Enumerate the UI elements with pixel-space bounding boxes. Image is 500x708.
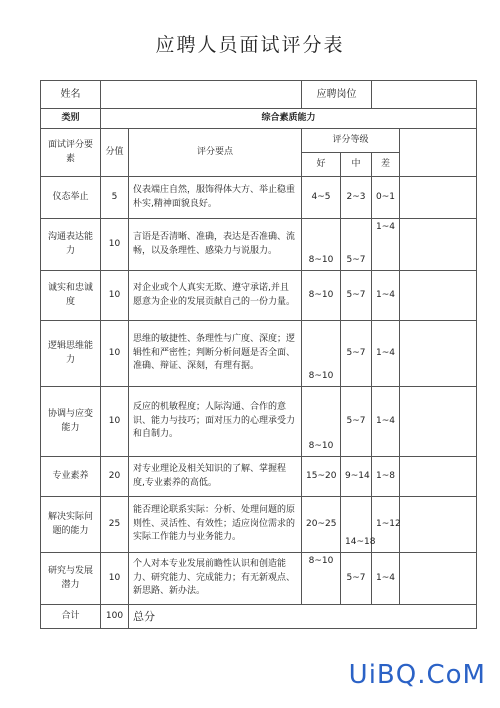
row-mid: 2~3 <box>341 177 372 219</box>
total-score-label: 总分 <box>129 605 477 629</box>
row-mid: 5~7 <box>341 387 372 457</box>
row-good: 8~10 <box>302 271 341 321</box>
row-good: 8~10 <box>302 219 341 271</box>
row-score-field[interactable] <box>400 497 477 553</box>
row-mid: 5~7 <box>341 219 372 271</box>
row-criteria: 能否理论联系实际：分析、处理问题的原则性、灵活性、有效性；适应岗位需求的实际工作能力与业务能力。 <box>129 497 302 553</box>
row-mid: 5~7 <box>341 321 372 387</box>
page-title: 应聘人员面试评分表 <box>155 34 345 56</box>
row-points: 10 <box>101 387 129 457</box>
row-poor: 1~4 <box>372 553 400 605</box>
row-mid: 14~18 <box>341 497 372 553</box>
row-score-field[interactable] <box>400 219 477 271</box>
position-label: 应聘岗位 <box>302 81 372 109</box>
name-row <box>41 81 477 109</box>
header-row-1 <box>41 129 477 153</box>
row-points: 10 <box>101 219 129 271</box>
row-criteria: 思维的敏捷性、条理性与广度、深度；逻辑性和严密性；判断分析问题是否全面、准确、辩证、深刻，有理有据。 <box>129 321 302 387</box>
row-mid: 5~7 <box>341 271 372 321</box>
row-score-field[interactable] <box>400 177 477 219</box>
category-value: 综合素质能力 <box>101 109 477 129</box>
row-points: 10 <box>101 553 129 605</box>
row-good: 8~10 <box>302 321 341 387</box>
score-header-cell <box>400 129 477 177</box>
total-points: 100 <box>101 605 129 629</box>
category-label: 类别 <box>41 109 101 129</box>
row-factor: 专业素养 <box>41 457 101 497</box>
row-criteria: 仪表端庄自然，服饰得体大方、举止稳重朴实,精神面貌良好。 <box>129 177 302 219</box>
total-row <box>41 605 477 629</box>
row-good: 8~10 <box>302 387 341 457</box>
criteria-header: 评分要点 <box>129 129 302 177</box>
position-field[interactable] <box>372 81 477 109</box>
row-good: 15~20 <box>302 457 341 497</box>
row-mid: 9~14 <box>341 457 372 497</box>
row-poor: 1~4 <box>372 271 400 321</box>
good-header: 好 <box>302 153 341 177</box>
row-criteria: 个人对本专业发展前瞻性认识和创造能力、研究能力、完成能力；有无新观点、新思路、新办法。 <box>129 553 302 605</box>
row-factor: 诚实和忠诚度 <box>41 271 101 321</box>
row-criteria: 言语是否清晰、准确，表达是否准确、流畅，以及条理性、感染力与说服力。 <box>129 219 302 271</box>
total-label: 合计 <box>41 605 101 629</box>
row-points: 20 <box>101 457 129 497</box>
row-factor: 协调与应变能力 <box>41 387 101 457</box>
table-row <box>41 553 477 605</box>
row-poor: 1~4 <box>372 321 400 387</box>
poor-header: 差 <box>372 153 400 177</box>
grade-header: 评分等级 <box>302 129 400 153</box>
name-label: 姓名 <box>41 81 101 109</box>
row-mid: 5~7 <box>341 553 372 605</box>
row-factor: 沟通表达能力 <box>41 219 101 271</box>
row-score-field[interactable] <box>400 387 477 457</box>
table-row <box>41 177 477 219</box>
points-header: 分值 <box>101 129 129 177</box>
table-row <box>41 497 477 553</box>
watermark: UiBQ.CoM <box>348 660 486 690</box>
table-row <box>41 219 477 271</box>
row-points: 5 <box>101 177 129 219</box>
row-criteria: 反应的机敏程度；人际沟通、合作的意识、能力与技巧；面对压力的心理承受力和自制力。 <box>129 387 302 457</box>
row-criteria: 对企业或个人真实无欺、遵守承诺,并且愿意为企业的发展贡献自己的一份力量。 <box>129 271 302 321</box>
row-points: 25 <box>101 497 129 553</box>
table-row <box>41 387 477 457</box>
name-field[interactable] <box>101 81 302 109</box>
row-score-field[interactable] <box>400 553 477 605</box>
row-factor: 逻辑思维能力 <box>41 321 101 387</box>
table-row <box>41 321 477 387</box>
row-score-field[interactable] <box>400 457 477 497</box>
row-factor: 解决实际问题的能力 <box>41 497 101 553</box>
row-poor: 1~8 <box>372 457 400 497</box>
row-score-field[interactable] <box>400 321 477 387</box>
row-factor: 研究与发展潜力 <box>41 553 101 605</box>
row-good: 20~25 <box>302 497 341 553</box>
table-row <box>41 457 477 497</box>
row-poor: 1~12 <box>372 497 400 553</box>
row-poor: 1~4 <box>372 387 400 457</box>
row-score-field[interactable] <box>400 271 477 321</box>
row-poor: 1~4 <box>372 219 400 271</box>
row-criteria: 对专业理论及相关知识的了解、掌握程度,专业素养的高低。 <box>129 457 302 497</box>
category-row <box>41 109 477 129</box>
row-good: 8~10 <box>302 553 341 605</box>
row-good: 4~5 <box>302 177 341 219</box>
mid-header: 中 <box>341 153 372 177</box>
score-table <box>40 80 477 629</box>
row-points: 10 <box>101 271 129 321</box>
table-row <box>41 271 477 321</box>
row-points: 10 <box>101 321 129 387</box>
row-factor: 仪态举止 <box>41 177 101 219</box>
row-poor: 0~1 <box>372 177 400 219</box>
factor-header: 面试评分要素 <box>41 129 101 177</box>
